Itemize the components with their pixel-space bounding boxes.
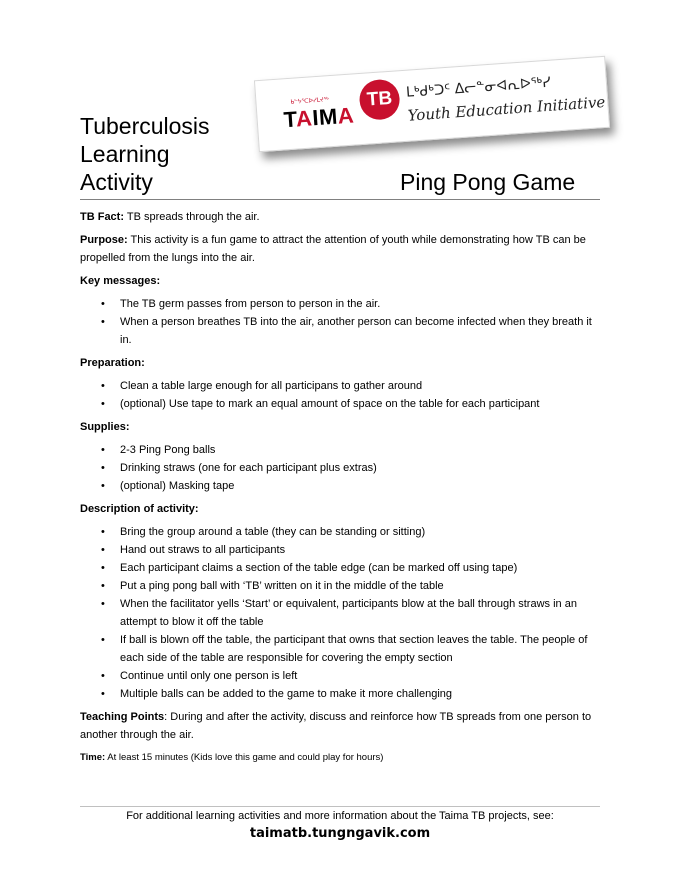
list-item: • Bring the group around a table (they can be standing or sitting) — [120, 523, 600, 541]
preparation-heading: Preparation: — [80, 357, 145, 369]
header-divider — [80, 199, 600, 200]
time-note: Time: At least 15 minutes (Kids love this game and could play for hours) — [80, 752, 384, 763]
taima-wordmark: TAIMA — [282, 102, 355, 133]
list-item: • Put a ping pong ball with ‘TB’ written on it in the middle of the table — [120, 577, 600, 595]
purpose: Purpose: This activity is a fun game to attract the attention of youth while demonstrating how TB can be propelled from the lungs into the air. — [80, 234, 586, 264]
game-title: Ping Pong Game — [400, 169, 576, 195]
key-messages-list — [80, 295, 600, 349]
footer-divider — [80, 806, 600, 807]
tb-logo-badge: TB — [358, 78, 401, 121]
logo-card — [254, 56, 610, 152]
footer-note: For additional learning activities and more information about the Taima TB projects, see: — [126, 810, 554, 822]
footer-url[interactable]: taimatb.tungngavik.com — [249, 826, 431, 841]
logo-small-syllabics: ᑲᓪᔭᕐᑕᐅᓯᒪᔪᖅ — [290, 96, 330, 106]
description-list — [80, 523, 600, 703]
logo-syllabics: ᒪᒃᑯᒃᑐᑦ ᐃᓕᓐᓂᐊᕆᐅᖅᓯ — [405, 74, 552, 101]
supplies-list — [80, 441, 600, 495]
logo-tagline: Youth Education Initiative — [407, 92, 606, 125]
list-item: • (optional) Use tape to mark an equal amount of space on the table for each participant — [120, 395, 600, 413]
preparation-list — [80, 377, 600, 413]
key-messages-heading: Key messages: — [80, 275, 161, 287]
list-item: • When the facilitator yells ‘Start’ or equivalent, participants blow at the ball through straws in an attempt to blow it off the table — [120, 595, 600, 631]
list-item: • Clean a table large enough for all participans to gather around — [120, 377, 600, 395]
title-line-2: Learning — [80, 141, 170, 167]
list-item: • Drinking straws (one for each participant plus extras) — [120, 459, 600, 477]
list-item: • The TB germ passes from person to person in the air. — [120, 295, 600, 313]
list-item: • (optional) Masking tape — [120, 477, 600, 495]
teaching-points: Teaching Points: During and after the activity, discuss and reinforce how TB spreads from one person to another through the air. — [80, 711, 592, 741]
tb-fact: TB Fact: TB spreads through the air. — [80, 211, 260, 223]
list-item: • 2-3 Ping Pong balls — [120, 441, 600, 459]
description-heading: Description of activity: — [80, 503, 199, 515]
page-title — [80, 112, 210, 196]
title-line-3: Activity — [80, 169, 153, 195]
list-item: • When a person breathes TB into the air, another person can become infected when they breath it in. — [120, 313, 600, 349]
list-item: • Continue until only one person is left — [120, 667, 600, 685]
document-body — [80, 208, 600, 772]
list-item: • If ball is blown off the table, the participant that owns that section leaves the table. The people of each side of the table are responsible for covering the empty section — [120, 631, 600, 667]
list-item: • Hand out straws to all participants — [120, 541, 600, 559]
supplies-heading: Supplies: — [80, 421, 130, 433]
list-item: • Each participant claims a section of the table edge (can be marked off using tape) — [120, 559, 600, 577]
title-line-1: Tuberculosis — [80, 113, 210, 139]
list-item: • Multiple balls can be added to the game to make it more challenging — [120, 685, 600, 703]
